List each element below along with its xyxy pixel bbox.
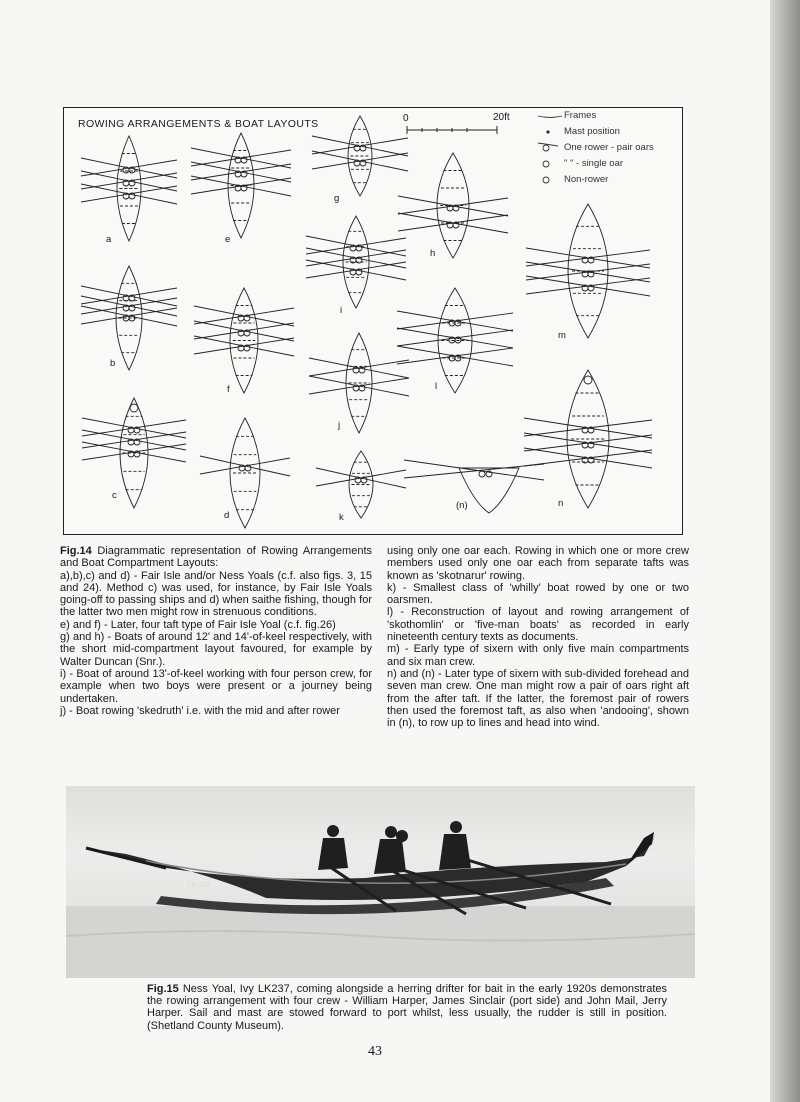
oar-line (398, 198, 508, 214)
caption-paragraph: g) and h) - Boats of around 12' and 14'-of-keel respectively, with the short mid-compartment layout favoured, for example by Walter Duncan (Snr.). (60, 631, 372, 668)
legend-single-oar: " " - single oar (564, 158, 624, 169)
oar-line (200, 458, 290, 474)
boat-letter-f: f (227, 384, 230, 395)
rowing-boat-photo (66, 786, 695, 978)
boat-letter-e: e (225, 234, 231, 245)
rower-icon (354, 145, 360, 151)
rower-icon (353, 385, 359, 391)
rower-icon (238, 315, 244, 321)
caption-paragraph: Fig.14 Diagrammatic representation of Rowing Arrangements and Boat Compartment Layouts: (60, 545, 372, 570)
figure-15-caption (147, 983, 667, 1032)
scale-end: 20ft (493, 112, 510, 123)
rower-icon (353, 367, 359, 373)
boat-letter-a: a (106, 234, 112, 245)
caption-paragraph: a),b),c) and d) - Fair Isle and/or Ness Yoals (c.f. also figs. 3, 15 and 24). Method c) was used, for instance, by Fair Isle Yoals going-off to passing ships and d) when saithe fishing, though for the latter two men might row in strenuous conditions. (60, 569, 372, 619)
caption-paragraph: n) and (n) - Later type of sixern with sub-divided forehead and seven man crew. One man might row a pair of oars right aft from the after taft. If the latter, the foremost pair of rowers then used the foremost taft, as also when 'andooing', shown in (n), to row up to lines and head into wind. (387, 667, 689, 730)
oar-line (81, 288, 177, 304)
oar-line (191, 150, 291, 166)
oar-line (526, 264, 650, 280)
caption-paragraph: l) - Reconstruction of layout and rowing arrangement of 'skothomlin' or 'five-man boats' as recorded in early nineteenth century texts as documents. (387, 606, 689, 644)
figure-14-caption-left (60, 545, 372, 717)
figure-title: ROWING ARRANGEMENTS & BOAT LAYOUTS (78, 118, 319, 130)
boat-letter-n-paren: (n) (456, 500, 468, 511)
hull-lettering: LK 237 (188, 882, 211, 889)
page-number: 43 (368, 1044, 382, 1059)
rower-icon (123, 295, 129, 301)
oar-line (191, 164, 291, 180)
oar-line (81, 308, 177, 324)
legend-frames: Frames (564, 110, 597, 121)
rower-icon (238, 345, 244, 351)
oar-line (194, 308, 294, 324)
caption-paragraph: using only one oar each. Rowing in which one or more crew members used only one oar each from separate tafts was known as 'skotnarur' rowing. (387, 545, 689, 582)
boat-letter-n: n (558, 498, 564, 509)
scale-start: 0 (403, 113, 409, 124)
oar-line (526, 278, 650, 294)
oar-line (82, 420, 186, 436)
caption-text: Ness Yoal, Ivy LK237, coming alongside a herring drifter for bait in the early 1920s demonstrates the rowing arrangement with four crew - William Harper, James Sinclair (port side) and John Mail, Jerry Harper. Sail and mast are stowed forward to port whilst, less usually, the rudder is still in position. (Shetland County Museum). (147, 983, 667, 1032)
oar-line (312, 153, 408, 169)
oar-line (404, 464, 544, 478)
boat-layouts-drawing (64, 108, 682, 534)
oar-line (524, 435, 652, 451)
boat-letter-j: j (338, 420, 341, 431)
oar-line (306, 238, 406, 254)
caption-paragraph: m) - Early type of sixern with only five main compartments and six man crew. (387, 643, 689, 668)
legend-non-rower: Non-rower (564, 174, 609, 185)
rower-icon (479, 471, 485, 477)
legend-mast: Mast position (564, 126, 620, 137)
oar-line (306, 262, 406, 278)
oar-line (194, 323, 294, 339)
oar-line (524, 420, 652, 436)
rower-icon (354, 160, 360, 166)
non-rower-icon (584, 376, 592, 384)
oar-line (404, 460, 544, 480)
boat-photo-illustration (66, 786, 695, 978)
oar-line (524, 450, 652, 466)
boat-letter-g: g (334, 193, 340, 204)
oar-line (81, 186, 177, 202)
rower-icon (128, 439, 134, 445)
oar-line (306, 250, 406, 266)
rower-icon (238, 330, 244, 336)
boat-letter-c: c (112, 490, 117, 501)
rower-icon (355, 477, 361, 483)
oar-line (397, 348, 513, 364)
caption-paragraph: e) and f) - Later, four taft type of Fair Isle Yoal (c.f. fig.26) (60, 618, 336, 631)
caption-paragraph: k) - Smallest class of 'whilly' boat rowed by one or two oarsmen. (387, 581, 689, 607)
caption-paragraph: j) - Boat rowing 'skedruth' i.e. with the mid and after rower (60, 704, 340, 717)
boat-letter-k: k (339, 512, 344, 523)
rower-icon (123, 180, 129, 186)
rower-icon (235, 171, 241, 177)
caption-lead: Fig.14 (60, 545, 92, 557)
boat-letter-b: b (110, 358, 116, 369)
caption-paragraph: i) - Boat of around 13'-of-keel working with four person crew, for example when two boys were present or a journey being undertaken. (60, 667, 372, 705)
oar-line (398, 215, 508, 231)
book-spine-shadow (770, 0, 800, 1102)
oar-line (312, 138, 408, 154)
figure-14-caption-right (387, 545, 689, 729)
boat-letter-i: i (340, 305, 343, 316)
boat-letter-h: h (430, 248, 436, 259)
rower-icon (128, 451, 134, 457)
oar-line (309, 360, 409, 376)
rower-icon (350, 269, 356, 275)
oar-line (316, 470, 406, 486)
rower-icon (123, 193, 129, 199)
oar-line (82, 444, 186, 460)
oar-line (397, 330, 513, 346)
rower-icon (239, 465, 245, 471)
figure-14-diagram (63, 107, 683, 535)
non-rower-icon (130, 404, 138, 412)
rower-icon (123, 305, 129, 311)
oar-line (397, 313, 513, 329)
oar-line (81, 298, 177, 314)
boat-letter-m: m (558, 330, 566, 341)
oar-line (191, 178, 291, 194)
rower-icon (235, 157, 241, 163)
oar-line (526, 250, 650, 266)
rower-icon (123, 167, 129, 173)
boat-letter-l: l (435, 381, 438, 392)
legend-pair-oars: One rower - pair oars (564, 142, 654, 153)
oar-line (309, 378, 409, 394)
rower-icon (128, 427, 134, 433)
rower-icon (350, 245, 356, 251)
caption-lead: Fig.15 (147, 983, 179, 995)
boat-letter-d: d (224, 510, 230, 521)
